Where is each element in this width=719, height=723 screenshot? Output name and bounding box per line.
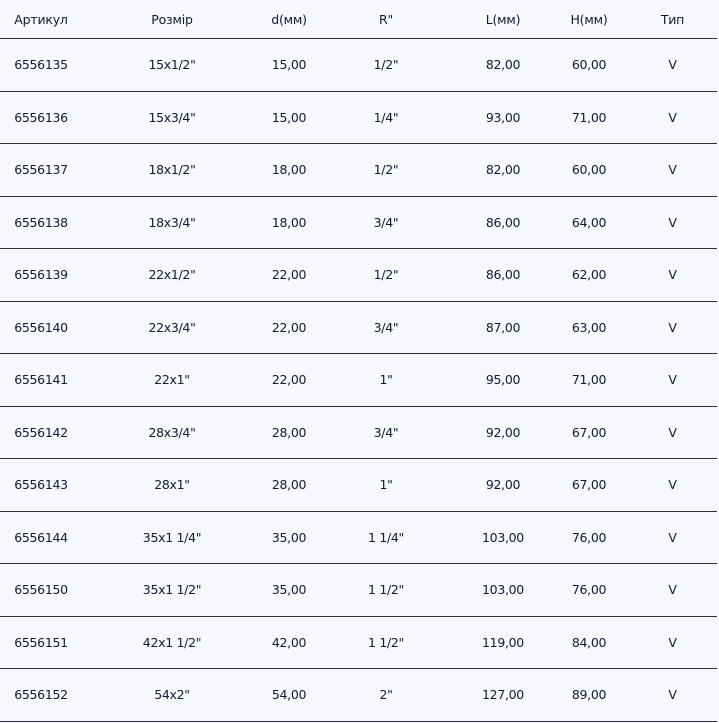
cell-thread: 1/2" [316,249,456,302]
table-row [0,91,717,144]
cell-length: 82,00 [456,39,550,92]
table-row [0,669,717,722]
cell-size: 35x1 1/2" [82,564,262,617]
cell-thread: 3/4" [316,301,456,354]
cell-length: 92,00 [456,459,550,512]
cell-thread: 1/4" [316,91,456,144]
table-row [0,301,717,354]
cell-type: V [628,39,717,92]
cell-sku: 6556144 [0,511,82,564]
cell-type: V [628,669,717,722]
cell-size: 42x1 1/2" [82,616,262,669]
table-row [0,196,717,249]
cell-sku: 6556141 [0,354,82,407]
cell-size: 28x3/4" [82,406,262,459]
table-body [0,39,717,722]
cell-size: 54x2" [82,669,262,722]
cell-height: 62,00 [550,249,628,302]
cell-thread: 1" [316,459,456,512]
cell-length: 86,00 [456,196,550,249]
header-type: Тип [628,0,717,39]
cell-height: 64,00 [550,196,628,249]
table-header [0,0,717,39]
cell-diameter: 15,00 [262,91,316,144]
table-row [0,459,717,512]
cell-thread: 1/2" [316,144,456,197]
cell-size: 15x3/4" [82,91,262,144]
cell-type: V [628,301,717,354]
cell-thread: 3/4" [316,196,456,249]
cell-type: V [628,406,717,459]
cell-diameter: 28,00 [262,406,316,459]
cell-diameter: 35,00 [262,564,316,617]
cell-diameter: 22,00 [262,354,316,407]
cell-size: 22x1" [82,354,262,407]
cell-sku: 6556152 [0,669,82,722]
cell-height: 63,00 [550,301,628,354]
cell-diameter: 18,00 [262,144,316,197]
cell-thread: 1" [316,354,456,407]
table-row [0,564,717,617]
cell-height: 67,00 [550,459,628,512]
table-row [0,406,717,459]
cell-size: 18x1/2" [82,144,262,197]
cell-thread: 1 1/2" [316,564,456,617]
cell-sku: 6556135 [0,39,82,92]
cell-height: 71,00 [550,354,628,407]
cell-height: 76,00 [550,511,628,564]
cell-thread: 1 1/2" [316,616,456,669]
cell-length: 103,00 [456,511,550,564]
cell-length: 103,00 [456,564,550,617]
cell-height: 71,00 [550,91,628,144]
header-size: Розмір [82,0,262,39]
cell-diameter: 22,00 [262,249,316,302]
cell-length: 119,00 [456,616,550,669]
cell-size: 22x1/2" [82,249,262,302]
cell-sku: 6556137 [0,144,82,197]
cell-length: 127,00 [456,669,550,722]
cell-type: V [628,511,717,564]
cell-sku: 6556150 [0,564,82,617]
table-row [0,511,717,564]
table-row [0,39,717,92]
cell-thread: 3/4" [316,406,456,459]
cell-length: 92,00 [456,406,550,459]
cell-height: 89,00 [550,669,628,722]
header-row [0,0,717,39]
table-row [0,354,717,407]
cell-length: 95,00 [456,354,550,407]
cell-length: 87,00 [456,301,550,354]
cell-thread: 1 1/4" [316,511,456,564]
cell-sku: 6556142 [0,406,82,459]
table-row [0,616,717,669]
header-thread: R" [316,0,456,39]
cell-diameter: 35,00 [262,511,316,564]
cell-size: 18x3/4" [82,196,262,249]
cell-sku: 6556143 [0,459,82,512]
cell-type: V [628,564,717,617]
cell-diameter: 18,00 [262,196,316,249]
cell-height: 60,00 [550,144,628,197]
cell-height: 76,00 [550,564,628,617]
cell-sku: 6556151 [0,616,82,669]
cell-diameter: 28,00 [262,459,316,512]
cell-sku: 6556140 [0,301,82,354]
cell-length: 86,00 [456,249,550,302]
header-length: L(мм) [456,0,550,39]
cell-height: 84,00 [550,616,628,669]
cell-diameter: 15,00 [262,39,316,92]
cell-length: 93,00 [456,91,550,144]
cell-size: 15x1/2" [82,39,262,92]
cell-diameter: 22,00 [262,301,316,354]
cell-size: 35x1 1/4" [82,511,262,564]
cell-sku: 6556138 [0,196,82,249]
header-height: H(мм) [550,0,628,39]
header-sku: Артикул [0,0,82,39]
cell-type: V [628,91,717,144]
cell-size: 22x3/4" [82,301,262,354]
cell-height: 60,00 [550,39,628,92]
cell-diameter: 54,00 [262,669,316,722]
cell-type: V [628,196,717,249]
cell-type: V [628,459,717,512]
cell-size: 28x1" [82,459,262,512]
cell-length: 82,00 [456,144,550,197]
cell-diameter: 42,00 [262,616,316,669]
cell-thread: 2" [316,669,456,722]
cell-type: V [628,354,717,407]
cell-sku: 6556136 [0,91,82,144]
cell-type: V [628,249,717,302]
table-row [0,249,717,302]
cell-sku: 6556139 [0,249,82,302]
cell-type: V [628,616,717,669]
cell-thread: 1/2" [316,39,456,92]
table-row [0,144,717,197]
cell-type: V [628,144,717,197]
cell-height: 67,00 [550,406,628,459]
header-diameter: d(мм) [262,0,316,39]
